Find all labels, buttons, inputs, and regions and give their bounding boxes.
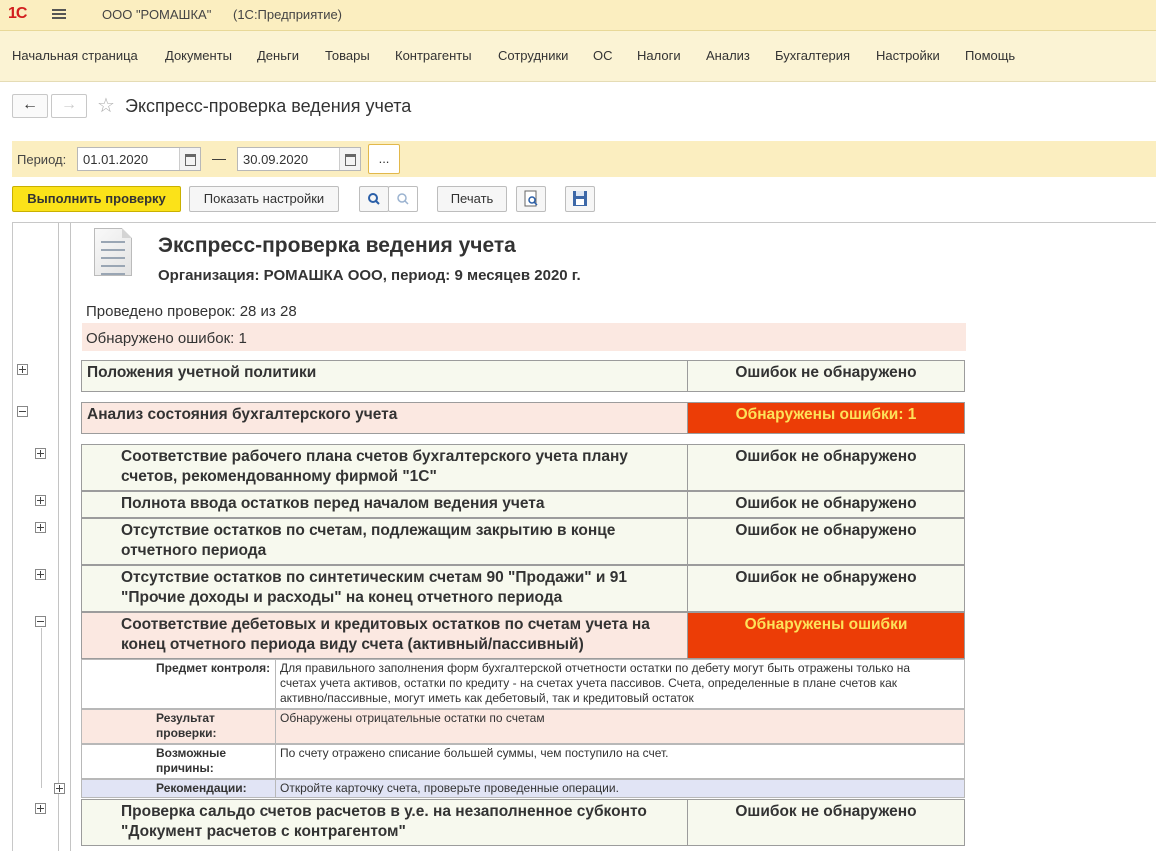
check-row[interactable]: [81, 444, 965, 491]
menu-item-fixed-assets[interactable]: ОС: [593, 48, 613, 63]
app-header: [0, 0, 1156, 31]
section-name: Положения учетной политики: [82, 361, 688, 391]
preview-button[interactable]: [516, 186, 546, 212]
date-to-value: 30.09.2020: [243, 152, 309, 167]
detail-row: [81, 744, 965, 779]
section-row[interactable]: [81, 360, 965, 392]
search-clear-button[interactable]: [388, 186, 418, 212]
organization-name: ООО "РОМАШКА": [102, 7, 212, 22]
expand-toggle-icon[interactable]: [54, 783, 65, 794]
period-dash: —: [212, 150, 226, 166]
check-status: Ошибок не обнаружено: [735, 495, 917, 512]
menu-item-taxes[interactable]: Налоги: [637, 48, 681, 63]
expand-toggle-icon[interactable]: [17, 364, 28, 375]
menu-item-help[interactable]: Помощь: [965, 48, 1016, 63]
collapse-toggle-icon[interactable]: [35, 616, 46, 627]
menu-item-home[interactable]: Начальная страница: [12, 48, 138, 63]
search-button[interactable]: [359, 186, 389, 212]
date-from-value: 01.01.2020: [83, 152, 149, 167]
save-button[interactable]: [565, 186, 595, 212]
save-icon: [566, 187, 594, 211]
detail-key: Результат проверки:: [82, 710, 276, 743]
check-name: Отсутствие остатков по счетам, подлежащим закрытию в конце отчетного периода: [82, 519, 688, 564]
check-row[interactable]: [81, 491, 965, 518]
check-status: Ошибок не обнаружено: [735, 448, 917, 465]
expand-toggle-icon[interactable]: [35, 803, 46, 814]
expand-toggle-icon[interactable]: [35, 569, 46, 580]
menu-item-documents[interactable]: Документы: [165, 48, 233, 63]
errors-count: Обнаружено ошибок: 1: [86, 330, 247, 347]
menu-item-counterparties[interactable]: Контрагенты: [395, 48, 472, 63]
menu-item-analysis[interactable]: Анализ: [706, 48, 750, 63]
checks-count: Проведено проверок: 28 из 28: [86, 303, 297, 320]
calendar-icon[interactable]: [339, 148, 360, 170]
section-status: Ошибок не обнаружено: [735, 364, 917, 381]
favorite-star-icon[interactable]: ☆: [97, 95, 115, 117]
date-to-field[interactable]: [237, 147, 361, 171]
dots-label: ...: [378, 151, 390, 166]
detail-key: Предмет контроля:: [82, 660, 276, 708]
menu-item-employees[interactable]: Сотрудники: [498, 48, 569, 63]
check-name: Полнота ввода остатков перед началом ведения учета: [82, 492, 688, 517]
gutter-line: [70, 223, 71, 851]
detail-key: Рекомендации:: [82, 780, 276, 797]
detail-value: Для правильного заполнения форм бухгалтерской отчетности остатки по дебету могут быть отражены только на счетах учета активов, остатки по кредиту - на счетах учета пассивов. Счета, определенные в плане счетов как активно/пассивные, могут иметь как дебетовый, так и кредитовый остаток: [280, 661, 911, 705]
section-status-error: Обнаружены ошибки: 1: [688, 403, 964, 433]
expand-toggle-icon[interactable]: [35, 522, 46, 533]
section-name: Анализ состояния бухгалтерского учета: [82, 403, 688, 433]
gutter-line: [58, 223, 59, 851]
errors-summary: [82, 323, 966, 351]
detail-value: Откройте карточку счета, проверьте проведенные операции.: [280, 781, 619, 795]
print-button[interactable]: Печать: [437, 186, 507, 212]
calendar-icon[interactable]: [179, 148, 200, 170]
check-row[interactable]: [81, 565, 965, 612]
check-status: Ошибок не обнаружено: [735, 569, 917, 586]
check-name: Отсутствие остатков по синтетическим счетам 90 "Продажи" и 91 "Прочие доходы и расходы" на конец отчетного периода: [82, 566, 688, 611]
report-document-icon: [94, 228, 132, 276]
detail-row: [81, 779, 965, 798]
arrow-right-icon: →: [61, 96, 77, 113]
period-label: Период:: [17, 152, 67, 167]
menu-item-settings[interactable]: Настройки: [876, 48, 940, 63]
1c-logo-icon[interactable]: 1С: [8, 5, 27, 22]
collapse-toggle-icon[interactable]: [17, 406, 28, 417]
back-button[interactable]: [12, 94, 48, 118]
check-row[interactable]: [81, 612, 965, 659]
menu-burger-icon[interactable]: [52, 7, 66, 21]
period-select-button[interactable]: [368, 144, 400, 174]
sections-menu: [0, 31, 1156, 82]
check-status: Ошибок не обнаружено: [735, 803, 917, 820]
detail-value: Обнаружены отрицательные остатки по счетам: [280, 711, 545, 725]
search-icon: [360, 187, 388, 211]
detail-value: По счету отражено списание большей суммы, чем поступило на счет.: [280, 746, 669, 760]
menu-item-goods[interactable]: Товары: [325, 48, 370, 63]
check-name: Соответствие рабочего плана счетов бухгалтерского учета плану счетов, рекомендованному фирмой "1С": [82, 445, 688, 490]
check-status-error: Обнаружены ошибки: [688, 613, 964, 658]
detail-key: Возможные причины:: [82, 745, 276, 778]
forward-button[interactable]: [51, 94, 87, 118]
print-preview-icon: [517, 187, 545, 211]
detail-row: [81, 659, 965, 709]
date-from-field[interactable]: [77, 147, 201, 171]
menu-item-accounting[interactable]: Бухгалтерия: [775, 48, 851, 63]
report-subtitle: Организация: РОМАШКА ООО, период: 9 месяцев 2020 г.: [158, 267, 581, 284]
section-row[interactable]: [81, 402, 965, 434]
expand-toggle-icon[interactable]: [35, 495, 46, 506]
detail-row: [81, 709, 965, 744]
tree-line: [41, 628, 42, 788]
expand-toggle-icon[interactable]: [35, 448, 46, 459]
check-row[interactable]: [81, 518, 965, 565]
check-name: Проверка сальдо счетов расчетов в у.е. на незаполненное субконто "Документ расчетов с контрагентом": [82, 800, 688, 845]
menu-item-money[interactable]: Деньги: [257, 48, 299, 63]
check-status: Ошибок не обнаружено: [735, 522, 917, 539]
page-title: Экспресс-проверка ведения учета: [125, 96, 412, 116]
arrow-left-icon: ←: [22, 96, 38, 113]
report-title: Экспресс-проверка ведения учета: [158, 234, 516, 257]
check-name: Соответствие дебетовых и кредитовых остатков по счетам учета на конец отчетного периода виду счета (активный/пассивный): [82, 613, 688, 658]
search-cancel-icon: [389, 187, 417, 211]
app-name: (1С:Предприятие): [233, 7, 343, 22]
run-check-button[interactable]: Выполнить проверку: [12, 186, 181, 212]
check-row[interactable]: [81, 799, 965, 846]
show-settings-button[interactable]: Показать настройки: [189, 186, 339, 212]
